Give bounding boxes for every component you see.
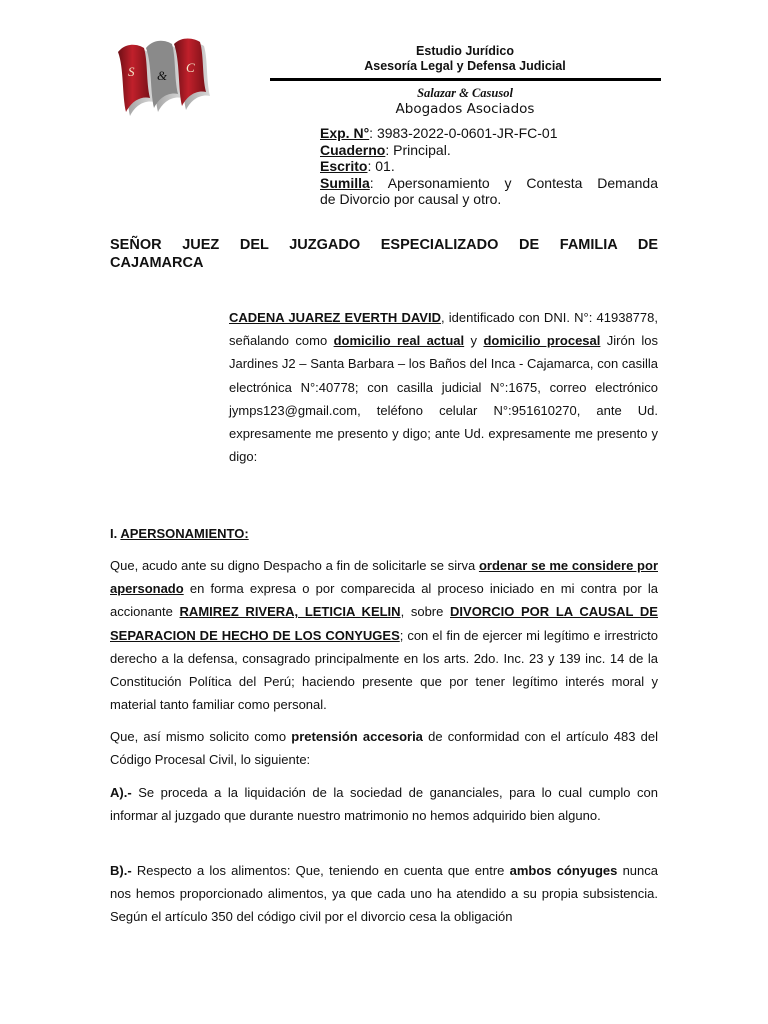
dom-real-label: domicilio real actual (333, 333, 465, 349)
intro-text-3: Jirón los Jardines J2 – Santa Barbara – los Baños del Inca - Cajamarca, con casilla electrónica N°:40778; con casilla judicial N°:1675, correo electrónico jymps123@gmail.com, teléfono celular N°:951610270, ante Ud. expresamente me presento y digo; ante Ud. expresamente me presento y digo: (229, 333, 658, 465)
dom-proc-label: domicilio procesal (483, 333, 601, 349)
case-cuaderno-line (320, 142, 658, 159)
logo-letter-s: S (128, 64, 135, 79)
section-title: APERSONAMIENTO: (120, 526, 249, 541)
p1-bold-1: ordenar se me considere por apersonado (110, 558, 658, 597)
item-b-text-1: Respecto a los alimentos: Que, teniendo en cuenta que entre (131, 863, 510, 878)
item-b-text-2: nunca nos hemos proporcionado alimentos, ya que cada uno ha atendido a su propia subsistencia. Según el artículo 350 del código civil por el divorcio cesa la obligación (110, 863, 658, 925)
paragraph-item-a (110, 781, 658, 827)
p2-bold-1: pretensión accesoria (291, 729, 423, 744)
header-divider (270, 78, 661, 81)
case-sumilla-line (320, 175, 658, 192)
p1-text-2: en forma expresa o por comparecida al proceso iniciado en mi contra por la accionante (110, 581, 658, 620)
intro-paragraph (229, 306, 658, 468)
item-b-label: B).- (110, 863, 132, 878)
logo-letter-amp: & (157, 68, 168, 83)
addressee (110, 236, 658, 272)
item-a-text: Se proceda a la liquidación de la sociedad de gananciales, para lo cual cumplo con informar al juzgado que durante nuestro matrimonio no hemos adquirido bien alguno. (110, 785, 658, 824)
intro-text-1: , identificado con DNI. N°: 41938778, señalando como (229, 310, 658, 349)
paragraph-apersonamiento (110, 554, 658, 716)
p1-bold-2: RAMIREZ RIVERA, LETICIA KELIN (179, 604, 401, 620)
firm-line-1: Estudio Jurídico (416, 44, 514, 58)
p1-bold-3: DIVORCIO POR LA CAUSAL DE SEPARACION DE HECHO DE LOS CONYUGES (110, 604, 658, 643)
p1-text-3: , sobre (400, 604, 451, 620)
p1-text-4: ; con el fin de ejercer mi legítimo e irrestricto derecho a la defensa, consagrado principalmente en los arts. 2do. Inc. 23 y 139 inc. 14 de la Constitución Política del Perú; haciendo presente que por tener legítimo interés moral y material tanto familiar como personal. (110, 627, 658, 713)
exp-label: Exp. N° (320, 125, 370, 141)
partners-name: Salazar & Casusol (417, 86, 513, 100)
paragraph-item-b (110, 859, 658, 929)
intro-text-2: y (464, 333, 484, 349)
sumilla-value-2: de Divorcio por causal y otro. (320, 191, 502, 207)
exp-value: : 3983-2022-0-0601-JR-FC-01 (369, 125, 558, 141)
paragraph-pretension (110, 725, 658, 771)
sumilla-value-1: : Apersonamiento y Contesta Demanda (369, 174, 658, 191)
cuaderno-label: Cuaderno (320, 141, 386, 158)
addressee-line-1: SEÑOR JUEZ DEL JUZGADO ESPECIALIZADO DE FAMILIA DE (110, 237, 658, 253)
firm-heading (270, 44, 660, 74)
escrito-label: Escrito (320, 158, 368, 174)
logo-letter-c: C (186, 60, 195, 75)
firm-tagline: Abogados Asociados (395, 101, 535, 117)
addressee-line-2: CAJAMARCA (110, 255, 204, 271)
item-a-label: A).- (110, 785, 132, 800)
cuaderno-value: : Principal. (385, 141, 451, 158)
escrito-value: : 01. (367, 158, 395, 174)
section-number: I. (110, 526, 121, 541)
firm-line-2: Asesoría Legal y Defensa Judicial (364, 59, 566, 73)
case-escrito-line (320, 158, 658, 175)
p1-text-1: Que, acudo ante su digno Despacho a fin de solicitarle se sirva (110, 558, 479, 573)
item-b-bold: ambos cónyuges (509, 863, 618, 878)
p2-text-1: Que, así mismo solicito como (110, 729, 292, 744)
section-heading (110, 522, 249, 545)
sumilla-label: Sumilla (320, 174, 370, 191)
case-exp-line (320, 125, 658, 142)
firm-names (270, 86, 660, 118)
plaintiff-name: CADENA JUAREZ EVERTH DAVID (229, 310, 441, 325)
case-info-block (320, 125, 658, 208)
firm-logo (104, 38, 216, 120)
logo-flags-graphic (104, 38, 216, 120)
p2-text-2: de conformidad con el artículo 483 del Código Procesal Civil, lo siguiente: (110, 729, 658, 768)
